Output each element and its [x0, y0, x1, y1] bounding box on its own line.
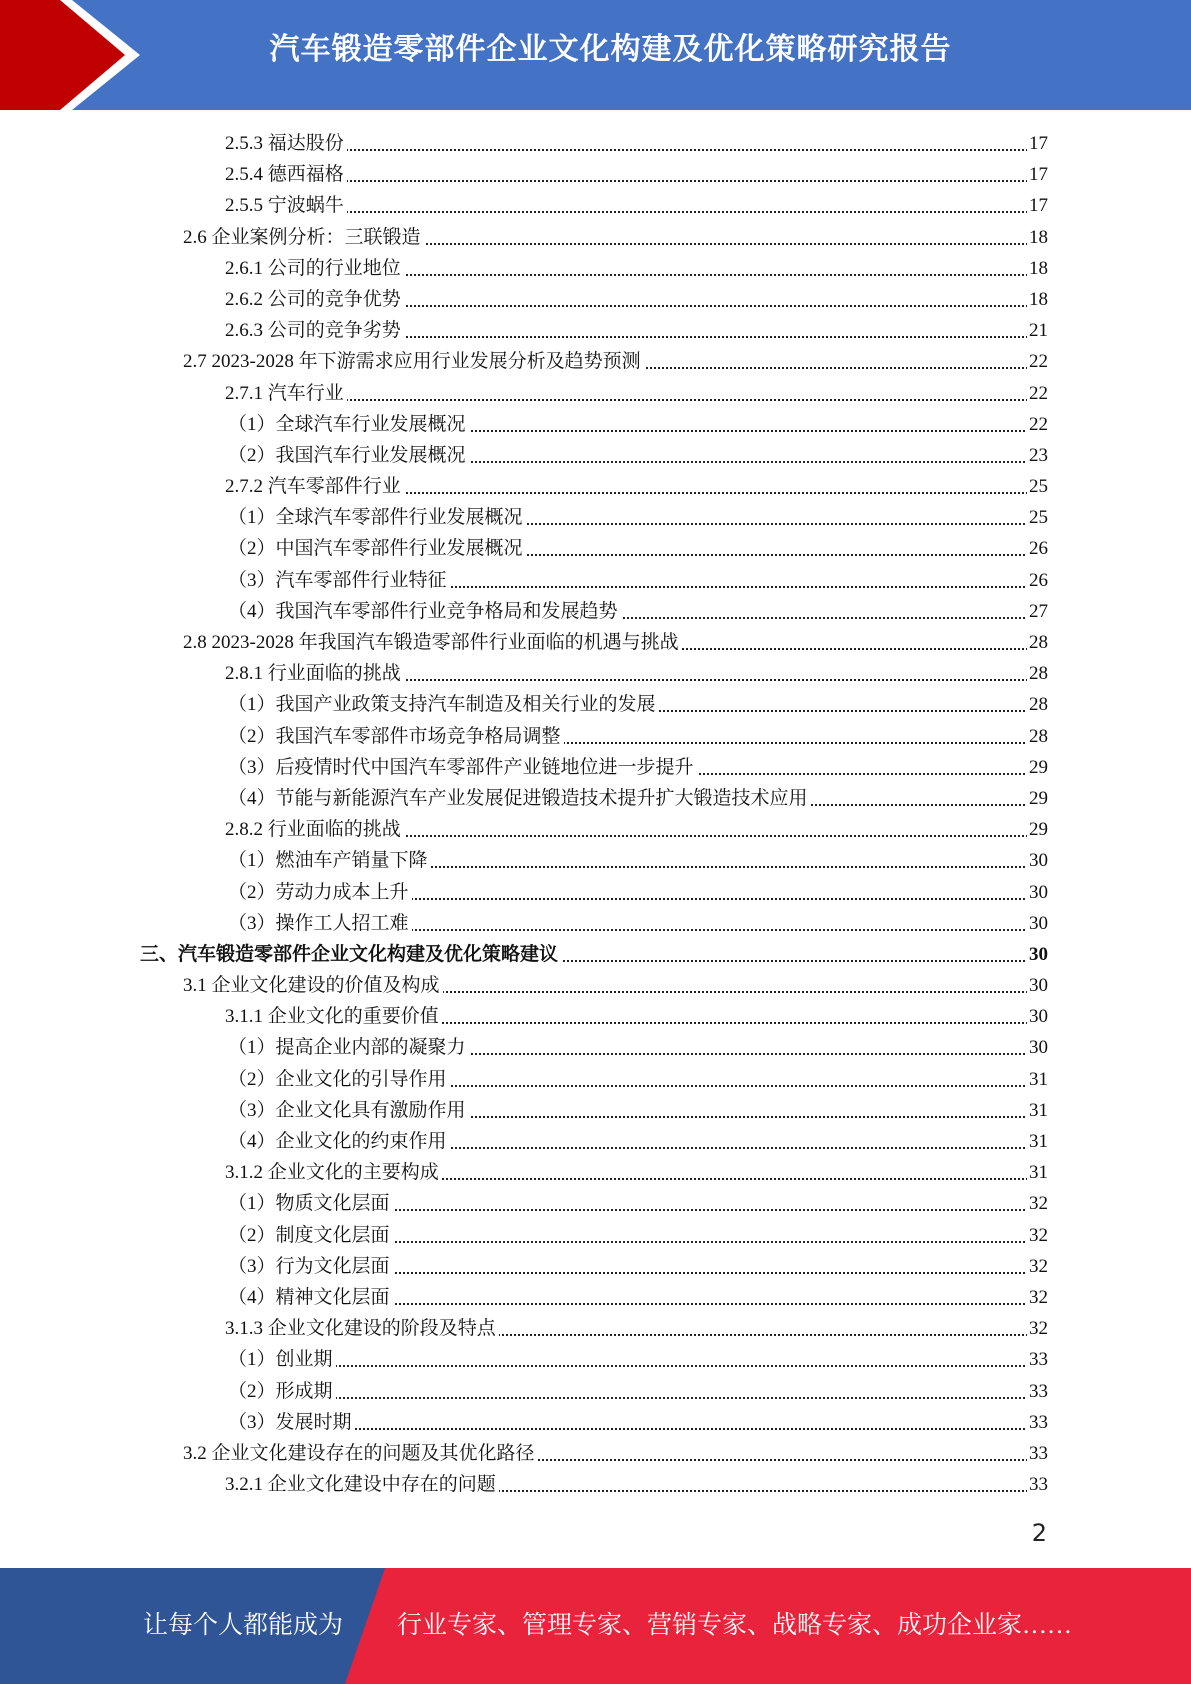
toc-entry[interactable] — [140, 1313, 1048, 1344]
page-number: 2 — [1031, 1519, 1047, 1547]
footer-banner — [0, 1568, 1191, 1684]
toc-entry-title: （2）形成期 — [228, 1376, 336, 1407]
toc-entry-page: 33 — [1027, 1469, 1048, 1500]
toc-entry[interactable] — [140, 908, 1048, 939]
toc-entry-title: 3.2.1 企业文化建设中存在的问题 — [225, 1469, 499, 1500]
toc-entry-title: （2）企业文化的引导作用 — [228, 1064, 450, 1095]
toc-entry-title: 2.7 2023-2028 年下游需求应用行业发展分析及趋势预测 — [183, 346, 644, 377]
toc-entry[interactable] — [140, 814, 1048, 845]
toc-entry-page: 32 — [1027, 1251, 1048, 1282]
toc-entry[interactable] — [140, 1126, 1048, 1157]
toc-entry[interactable] — [140, 222, 1048, 253]
toc-entry-page: 32 — [1027, 1220, 1048, 1251]
toc-entry-title: 2.6.3 公司的竞争劣势 — [225, 315, 404, 346]
toc-entry[interactable] — [140, 471, 1048, 502]
toc-entry[interactable] — [140, 627, 1048, 658]
toc-entry-page: 22 — [1027, 346, 1048, 377]
toc-entry-title: 三、汽车锻造零部件企业文化构建及优化策略建议 — [140, 939, 561, 970]
toc-entry[interactable] — [140, 1064, 1048, 1095]
toc-entry-page: 31 — [1027, 1095, 1048, 1126]
toc-entry[interactable] — [140, 1438, 1048, 1469]
toc-entry-title: 2.5.4 德西福格 — [225, 159, 347, 190]
toc-entry-title: （2）我国汽车行业发展概况 — [228, 440, 469, 471]
toc-entry-title: （1）全球汽车行业发展概况 — [228, 409, 469, 440]
toc-entry-page: 33 — [1027, 1438, 1048, 1469]
footer-slogan-left: 让每个人都能成为 — [143, 1612, 344, 1639]
toc-entry-title: 3.1 企业文化建设的价值及构成 — [183, 970, 443, 1001]
toc-entry-title: 2.8 2023-2028 年我国汽车锻造零部件行业面临的机遇与挑战 — [183, 627, 682, 658]
toc-entry-page: 30 — [1027, 845, 1048, 876]
toc-entry-page: 30 — [1027, 1032, 1048, 1063]
toc-entry-title: 2.5.5 宁波蜗牛 — [225, 190, 347, 221]
toc-entry[interactable] — [140, 1095, 1048, 1126]
toc-entry[interactable] — [140, 721, 1048, 752]
toc-entry[interactable] — [140, 1407, 1048, 1438]
toc-entry-title: （4）我国汽车零部件行业竞争格局和发展趋势 — [228, 596, 621, 627]
toc-entry-page: 33 — [1027, 1344, 1048, 1375]
toc-entry-title: 2.5.3 福达股份 — [225, 128, 347, 159]
toc-leader-dots — [225, 211, 1048, 213]
toc-entry-page: 17 — [1027, 159, 1048, 190]
toc-entry-title: （4）企业文化的约束作用 — [228, 1126, 450, 1157]
toc-entry-title: （3）操作工人招工难 — [228, 908, 412, 939]
header-banner — [0, 0, 1191, 110]
toc-entry[interactable] — [140, 1001, 1048, 1032]
toc-entry[interactable] — [140, 658, 1048, 689]
toc-entry[interactable] — [140, 1032, 1048, 1063]
toc-entry[interactable] — [140, 378, 1048, 409]
toc-entry-page: 31 — [1027, 1157, 1048, 1188]
toc-entry-page: 31 — [1027, 1126, 1048, 1157]
toc-entry[interactable] — [140, 970, 1048, 1001]
toc-entry-title: （2）制度文化层面 — [228, 1220, 393, 1251]
toc-entry-title: （2）劳动力成本上升 — [228, 877, 412, 908]
toc-entry-title: （3）后疫情时代中国汽车零部件产业链地位进一步提升 — [228, 752, 697, 783]
toc-leader-dots — [228, 1397, 1048, 1399]
toc-entry[interactable] — [140, 128, 1048, 159]
toc-entry-page: 31 — [1027, 1064, 1048, 1095]
toc-entry-page: 18 — [1027, 284, 1048, 315]
toc-entry-title: （4）节能与新能源汽车产业发展促进锻造技术提升扩大锻造技术应用 — [228, 783, 811, 814]
toc-entry-page: 29 — [1027, 752, 1048, 783]
toc-entry[interactable] — [140, 1157, 1048, 1188]
toc-entry-title: （3）汽车零部件行业特征 — [228, 565, 450, 596]
toc-entry-title: 3.1.3 企业文化建设的阶段及特点 — [225, 1313, 499, 1344]
toc-entry-page: 28 — [1027, 627, 1048, 658]
toc-entry-title: （3）发展时期 — [228, 1407, 355, 1438]
toc-entry-page: 29 — [1027, 783, 1048, 814]
table-of-contents — [140, 128, 1048, 1500]
toc-leader-dots — [225, 399, 1048, 401]
toc-entry-page: 29 — [1027, 814, 1048, 845]
toc-leader-dots — [225, 180, 1048, 182]
toc-entry-page: 32 — [1027, 1313, 1048, 1344]
toc-entry-page: 25 — [1027, 502, 1048, 533]
toc-entry-title: 2.8.2 行业面临的挑战 — [225, 814, 404, 845]
toc-entry[interactable] — [140, 253, 1048, 284]
toc-entry[interactable] — [140, 877, 1048, 908]
toc-entry-page: 18 — [1027, 222, 1048, 253]
toc-entry-title: 2.7.1 汽车行业 — [225, 378, 347, 409]
toc-entry-title: （1）提高企业内部的凝聚力 — [228, 1032, 469, 1063]
toc-entry[interactable] — [140, 346, 1048, 377]
toc-entry-title: 3.1.2 企业文化的主要构成 — [225, 1157, 442, 1188]
toc-entry-title: 2.6.1 公司的行业地位 — [225, 253, 404, 284]
toc-entry[interactable] — [140, 596, 1048, 627]
toc-entry[interactable] — [140, 159, 1048, 190]
toc-entry[interactable] — [140, 315, 1048, 346]
footer-slogan-right: 行业专家、管理专家、营销专家、战略专家、成功企业家…… — [397, 1612, 1073, 1639]
toc-leader-dots — [225, 149, 1048, 151]
toc-entry[interactable] — [140, 284, 1048, 315]
toc-entry-title: （1）创业期 — [228, 1344, 336, 1375]
toc-entry-page: 28 — [1027, 689, 1048, 720]
toc-entry-title: （2）中国汽车零部件行业发展概况 — [228, 533, 526, 564]
toc-entry-page: 18 — [1027, 253, 1048, 284]
toc-entry-title: （2）我国汽车零部件市场竞争格局调整 — [228, 721, 564, 752]
toc-entry-page: 32 — [1027, 1282, 1048, 1313]
toc-entry[interactable] — [140, 502, 1048, 533]
toc-entry-page: 30 — [1027, 1001, 1048, 1032]
toc-entry-title: （1）燃油车产销量下降 — [228, 845, 431, 876]
toc-entry[interactable] — [140, 409, 1048, 440]
toc-entry-page: 17 — [1027, 190, 1048, 221]
toc-entry-title: 3.2 企业文化建设存在的问题及其优化路径 — [183, 1438, 538, 1469]
toc-entry-title: 2.6 企业案例分析：三联锻造 — [183, 222, 424, 253]
toc-entry-title: （1）物质文化层面 — [228, 1188, 393, 1219]
toc-entry-title: （3）企业文化具有激励作用 — [228, 1095, 469, 1126]
toc-entry-page: 17 — [1027, 128, 1048, 159]
toc-entry-page: 26 — [1027, 565, 1048, 596]
toc-entry-title: 2.6.2 公司的竞争优势 — [225, 284, 404, 315]
toc-entry-title: 2.7.2 汽车零部件行业 — [225, 471, 404, 502]
toc-entry-title: （4）精神文化层面 — [228, 1282, 393, 1313]
toc-entry[interactable] — [140, 1469, 1048, 1500]
toc-entry[interactable] — [140, 1251, 1048, 1282]
toc-entry[interactable] — [140, 1344, 1048, 1375]
toc-entry[interactable] — [140, 1220, 1048, 1251]
toc-entry-title: （1）全球汽车零部件行业发展概况 — [228, 502, 526, 533]
toc-entry[interactable] — [140, 845, 1048, 876]
toc-entry[interactable] — [140, 440, 1048, 471]
toc-entry-page: 30 — [1027, 939, 1048, 970]
toc-entry-page: 33 — [1027, 1407, 1048, 1438]
toc-entry-page: 30 — [1027, 970, 1048, 1001]
toc-entry-title: （3）行为文化层面 — [228, 1251, 393, 1282]
toc-entry-page: 26 — [1027, 533, 1048, 564]
toc-entry[interactable] — [140, 533, 1048, 564]
toc-leader-dots — [228, 1365, 1048, 1367]
toc-entry-page: 23 — [1027, 440, 1048, 471]
toc-entry-page: 30 — [1027, 877, 1048, 908]
toc-entry-page: 21 — [1027, 315, 1048, 346]
toc-entry-page: 28 — [1027, 721, 1048, 752]
toc-entry-page: 30 — [1027, 908, 1048, 939]
toc-entry-page: 25 — [1027, 471, 1048, 502]
toc-entry-page: 27 — [1027, 596, 1048, 627]
toc-entry-title: （1）我国产业政策支持汽车制造及相关行业的发展 — [228, 689, 659, 720]
toc-entry-page: 22 — [1027, 378, 1048, 409]
toc-entry[interactable] — [140, 783, 1048, 814]
toc-entry[interactable] — [140, 939, 1048, 970]
toc-entry-title: 3.1.1 企业文化的重要价值 — [225, 1001, 442, 1032]
header-title: 汽车锻造零部件企业文化构建及优化策略研究报告 — [269, 32, 952, 67]
toc-entry[interactable] — [140, 1282, 1048, 1313]
toc-entry[interactable] — [140, 689, 1048, 720]
toc-entry[interactable] — [140, 565, 1048, 596]
toc-entry-page: 22 — [1027, 409, 1048, 440]
toc-entry[interactable] — [140, 190, 1048, 221]
toc-entry-title: 2.8.1 行业面临的挑战 — [225, 658, 404, 689]
toc-entry[interactable] — [140, 1188, 1048, 1219]
toc-entry[interactable] — [140, 1376, 1048, 1407]
toc-entry-page: 28 — [1027, 658, 1048, 689]
toc-entry-page: 33 — [1027, 1376, 1048, 1407]
toc-entry[interactable] — [140, 752, 1048, 783]
toc-entry-page: 32 — [1027, 1188, 1048, 1219]
